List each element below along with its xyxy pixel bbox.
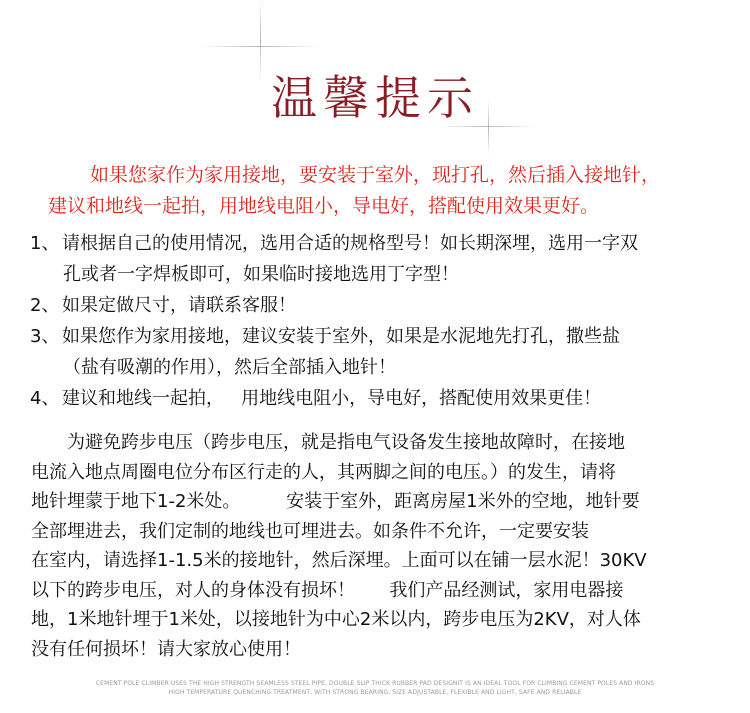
paragraph-line-8: 没有任何损坏！请大家放心使用！ [31,638,301,660]
page-title: 温馨提示 [271,71,479,125]
tip-number: 2、 [30,295,60,316]
tip-text: 请根据自己的使用情况，选用合适的规格型号！如长期深埋，选用一字双 [62,233,638,254]
paragraph-line-2: 电流入地点周圈电位分布区行走的人，其两脚之间的电压。）的发生，请将 [31,461,616,483]
intro-line-1: 如果您家作为家用接地，要安装于室外，现打孔，然后插入接地针， [90,164,661,186]
paragraph-line-6: 以下的跨步电压，对人的身体没有损坏！ 我们产品经测试，家用电器接 [31,579,624,601]
paragraph-line-1: 为避免跨步电压（跨步电压，就是指电气设备发生接地故障时，在接地 [67,432,625,453]
paragraph-line-7: 地，1米地针埋于1米处，以接地针为中心2米以内，跨步电压为2KV，对人体 [31,609,641,630]
footer-line-2: HIGH TEMPERATURE QUENCHING TREATMENT, WITH STRONG BEARING, SIZE ADJUSTABLE, FLEXIBLE AND LIGHT, SAFE AND RELIABLE [168,689,582,696]
paragraph-line-3: 地针埋蒙于地下1-2米处。 安装于室外，距离房屋1米外的空地，地针要 [31,491,640,512]
title-container [0,62,750,128]
tip-item-2 [30,290,730,321]
step-voltage-paragraph [31,428,731,664]
paragraph-line-5: 在室内，请选择1-1.5米的接地针，然后深埋。上面可以在铺一层水泥！30KV [31,550,647,571]
tip-number: 1、 [30,233,60,254]
tip-continuation: （盐有吸潮的作用），然后全部插入地针！ [63,357,396,378]
tip-text: 如果您作为家用接地，建议安装于室外，如果是水泥地先打孔，撒些盐 [62,326,620,347]
footer-caption [0,679,750,697]
intro-line-2: 建议和地线一起拍，用地线电阻小，导电好，搭配使用效果更好。 [48,195,600,217]
footer-line-1: CEMENT POLE CLIMBER USES THE HIGH STRENGTH SEAMLESS STEEL PIPE, DOUBLE SLIP THICK RUBBER PAD DESIGNIT IS AN IDEAL TOOL FOR CLIMBING CEMENT POLES AND IRONS [95,680,655,687]
title-decoration-horizontal-left [200,46,320,47]
tips-list [30,228,730,414]
tip-text: 建议和地线一起拍， 用地线电阻小，导电好，搭配使用效果更佳！ [62,388,602,409]
tip-item-1 [30,228,730,259]
intro-note [30,160,730,222]
tip-number: 4、 [30,388,60,409]
tip-number: 3、 [30,326,60,347]
tip-item-3 [30,321,730,352]
tip-text: 如果定做尺寸，请联系客服！ [62,295,296,316]
tip-item-4 [30,383,730,414]
paragraph-line-4: 全部埋进去，我们定制的地线也可埋进去。如条件不允许，一定要安装 [31,520,589,542]
tip-continuation: 孔或者一字焊板即可，如果临时接地选用丁字型！ [63,264,459,285]
